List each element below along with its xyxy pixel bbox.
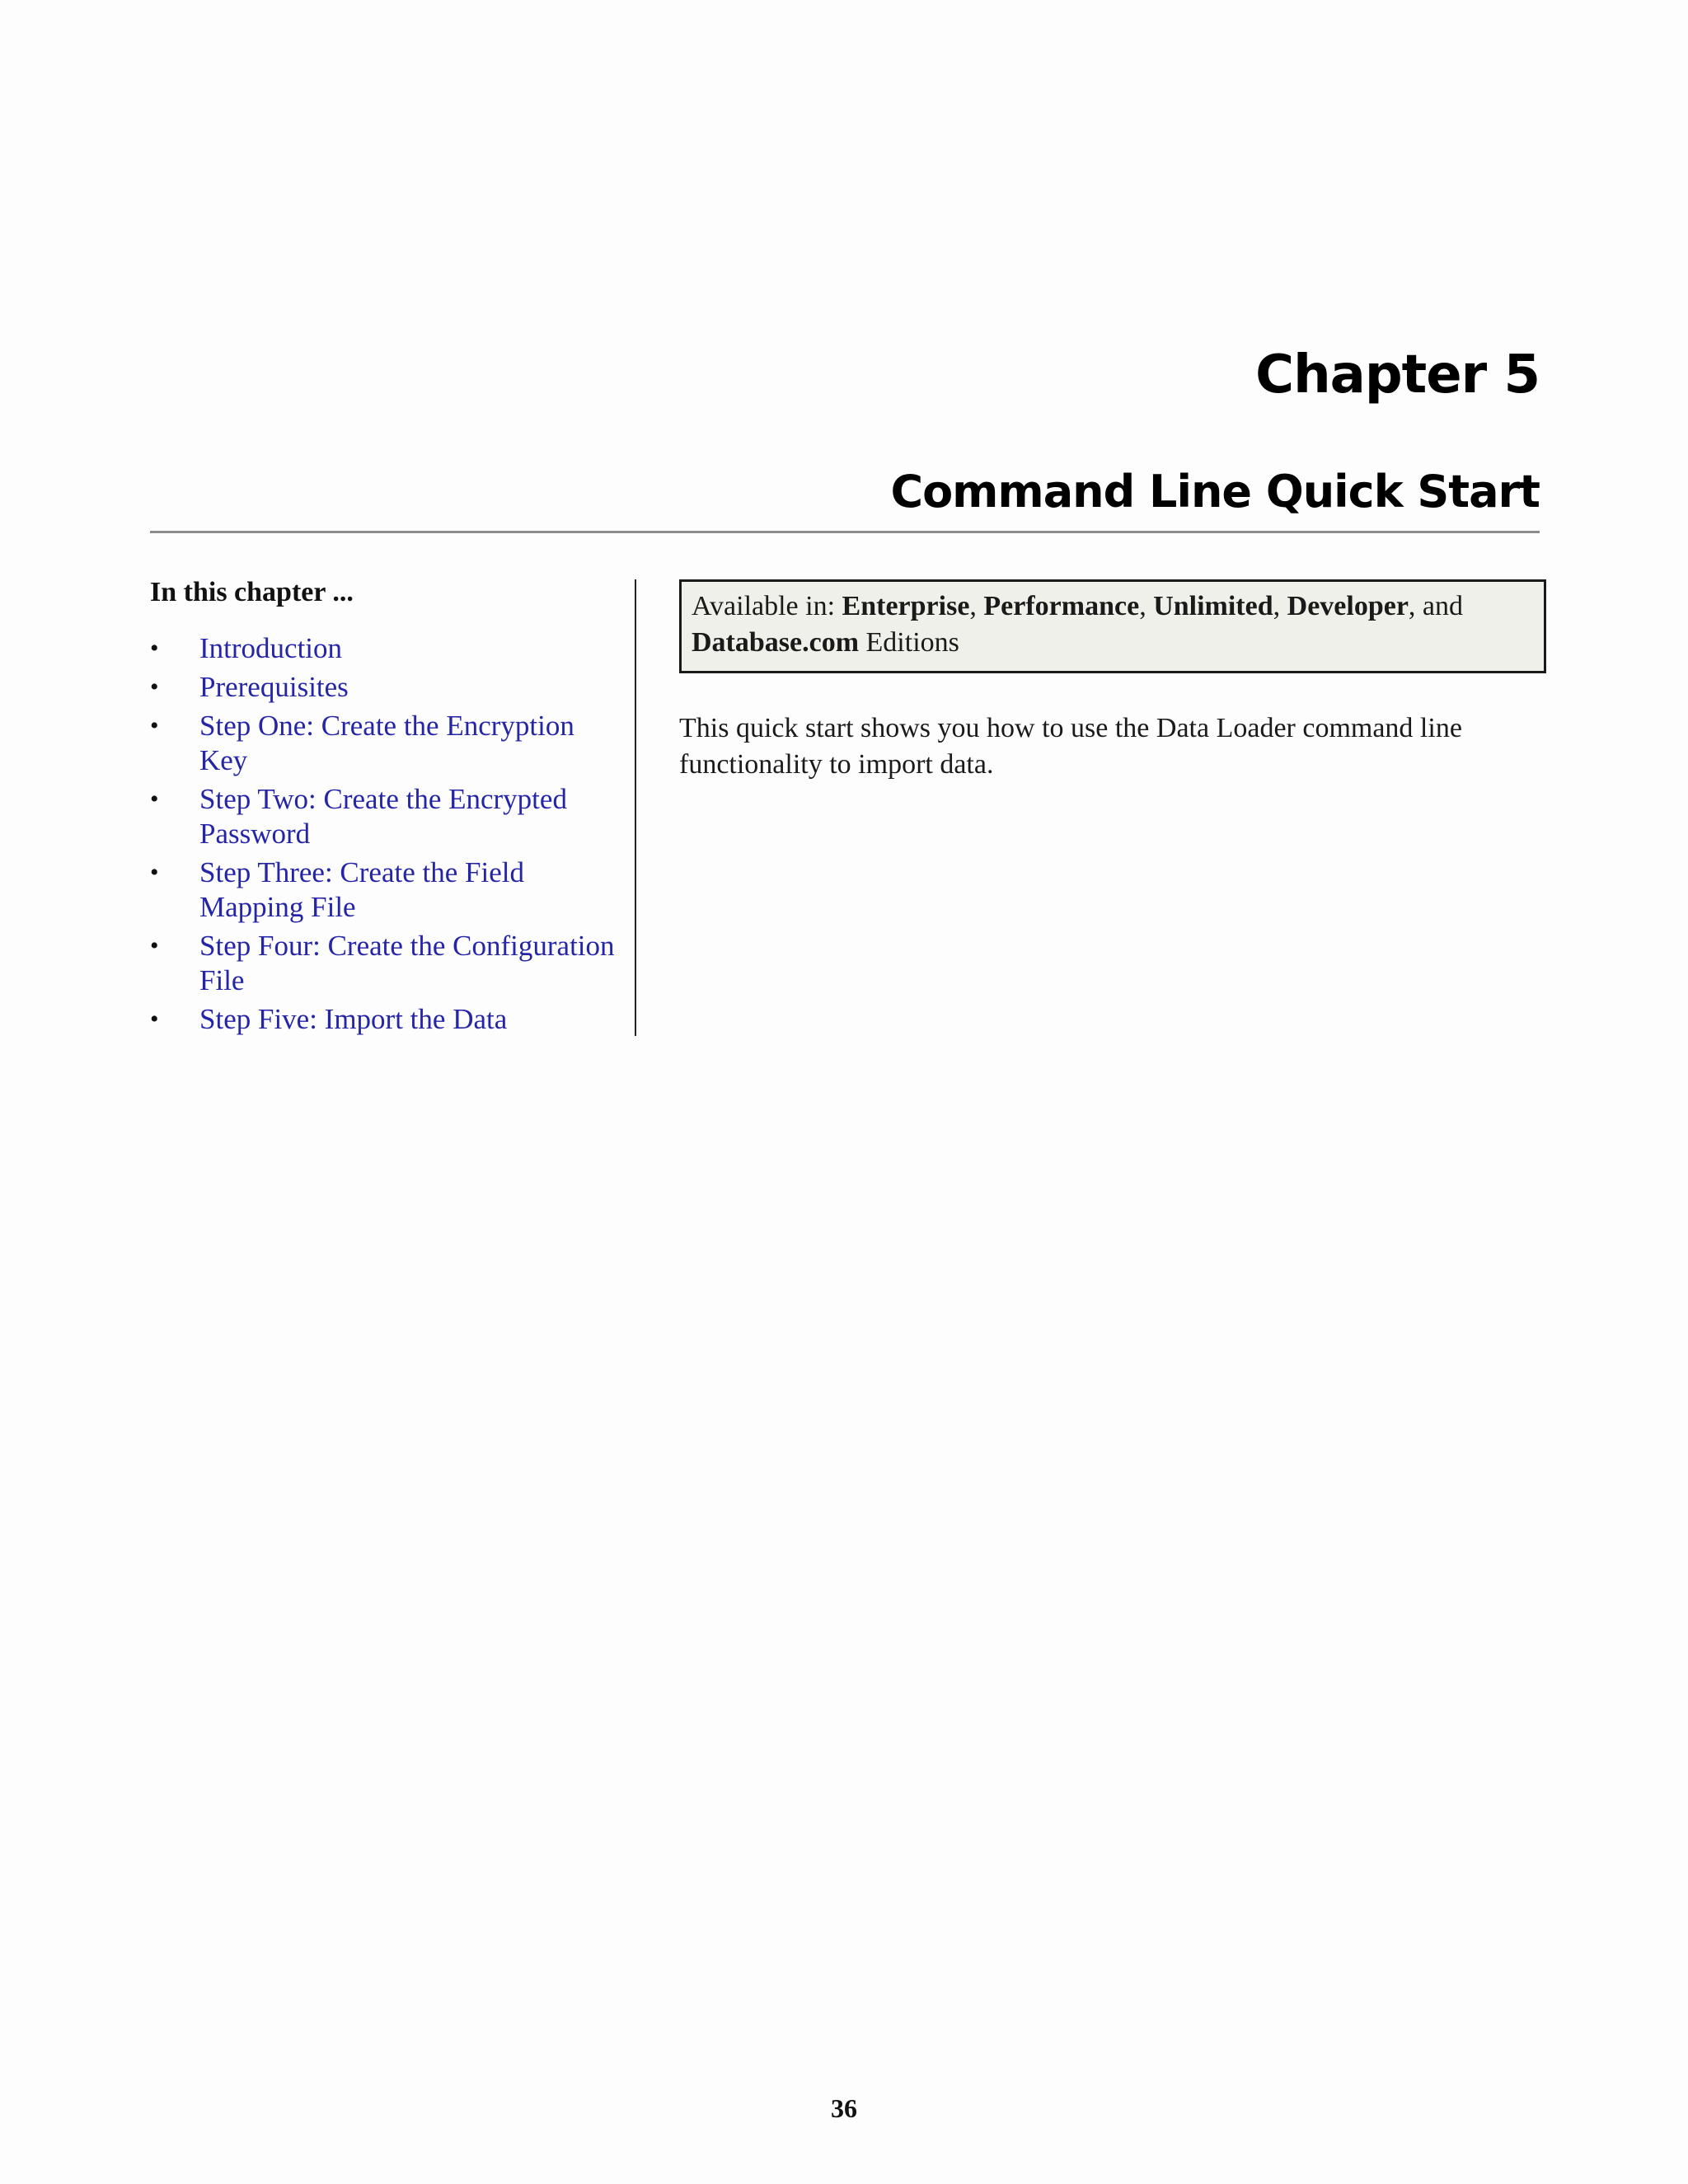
availability-and: , and (1408, 591, 1464, 621)
toc-item-step-three (150, 855, 628, 925)
bullet-icon: • (150, 1005, 159, 1033)
toc-item-step-five (150, 1002, 628, 1037)
chapter-number: Chapter 5 (1255, 344, 1540, 405)
chapter-title: Command Line Quick Start (890, 466, 1540, 518)
toc-item-step-four (150, 929, 628, 998)
toc-link-prerequisites[interactable]: Prerequisites (199, 671, 349, 703)
bullet-icon: • (150, 932, 159, 959)
availability-prefix: Available in: (692, 591, 842, 621)
toc-link-step-one[interactable]: Step One: Create the Encryption Key (199, 710, 574, 776)
edition-developer: Developer (1287, 591, 1409, 621)
toc-link-step-five[interactable]: Step Five: Import the Data (199, 1003, 508, 1035)
availability-separator: , (1139, 591, 1154, 621)
edition-performance: Performance (983, 591, 1140, 621)
toc-link-step-four[interactable]: Step Four: Create the Configuration File (199, 930, 615, 996)
availability-separator: , (969, 591, 984, 621)
edition-unlimited: Unlimited (1153, 591, 1273, 621)
availability-separator: , (1273, 591, 1287, 621)
chapter-contents-sidebar (150, 577, 628, 1041)
column-divider (635, 579, 636, 1036)
chapter-contents-list (150, 631, 628, 1037)
edition-database-com: Database.com (692, 627, 860, 658)
title-underline (150, 531, 1540, 533)
toc-link-introduction[interactable]: Introduction (199, 632, 343, 664)
intro-paragraph: This quick start shows you how to use the Data Loader command line functionality to import data. (679, 713, 1462, 780)
toc-item-step-two (150, 782, 628, 851)
page-number: 36 (831, 2093, 857, 2123)
bullet-icon: • (150, 785, 159, 813)
edition-enterprise: Enterprise (842, 591, 970, 621)
bullet-icon: • (150, 635, 159, 662)
availability-suffix: Editions (859, 627, 959, 658)
sidebar-heading: In this chapter ... (150, 577, 354, 607)
toc-link-step-three[interactable]: Step Three: Create the Field Mapping File (199, 856, 524, 923)
availability-note (679, 579, 1546, 673)
toc-item-step-one (150, 709, 628, 778)
bullet-icon: • (150, 859, 159, 886)
bullet-icon: • (150, 712, 159, 739)
bullet-icon: • (150, 673, 159, 701)
toc-item-introduction (150, 631, 628, 666)
toc-item-prerequisites (150, 670, 628, 705)
toc-link-step-two[interactable]: Step Two: Create the Encrypted Password (199, 783, 567, 850)
